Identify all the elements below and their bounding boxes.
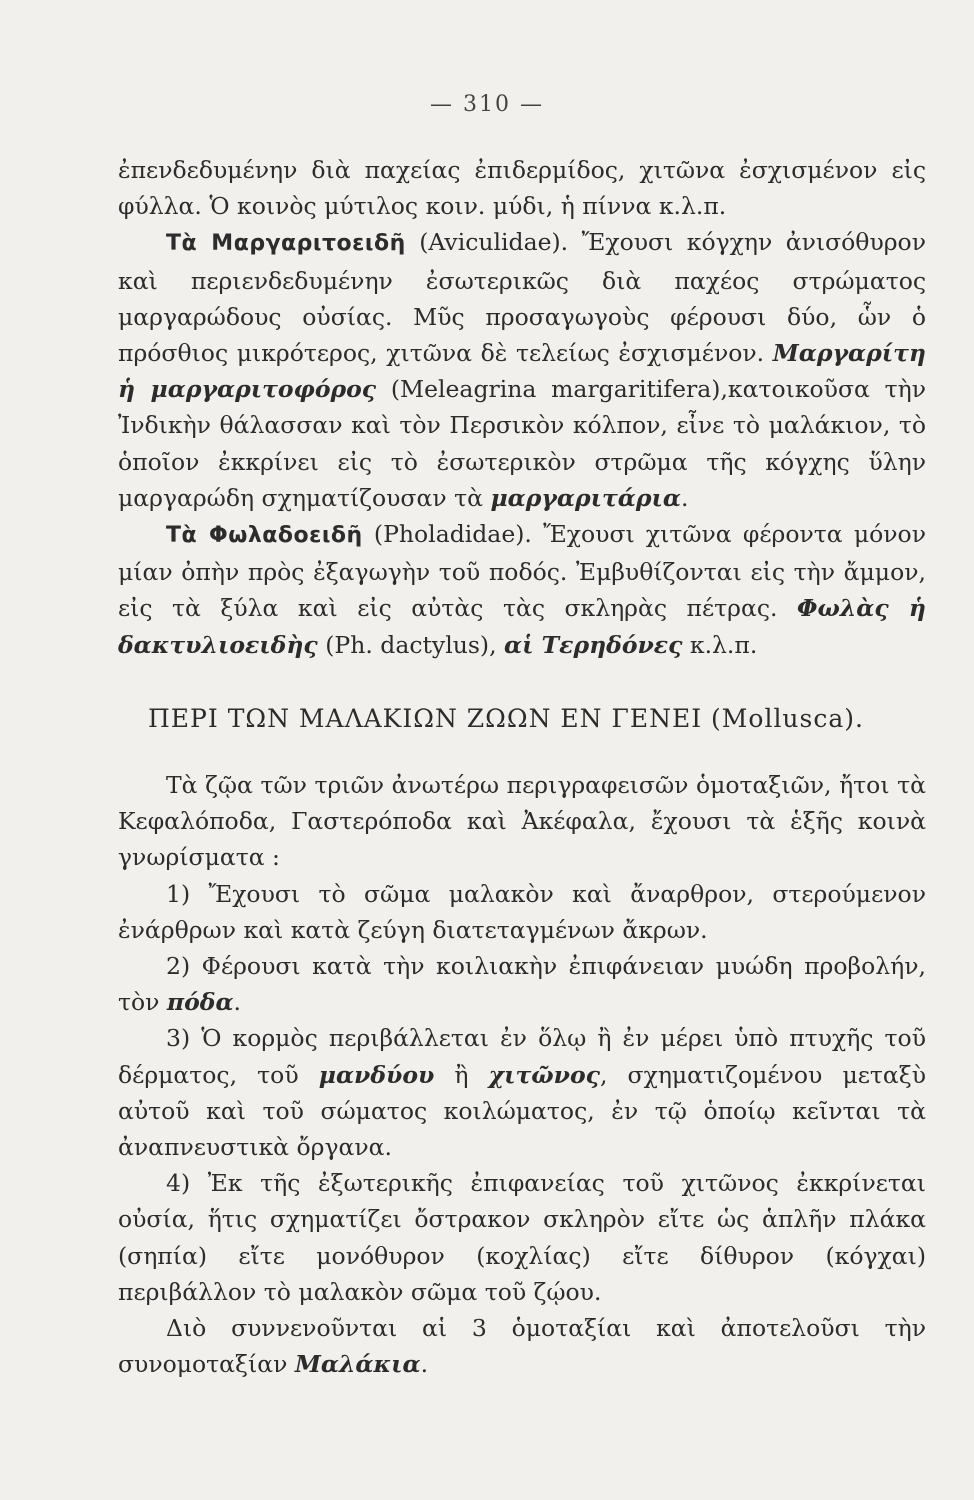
term-tunic: χιτῶνος xyxy=(488,1060,600,1089)
species-name-teredo: αἱ Τερηδόνες xyxy=(504,630,683,659)
term-foot: πόδα xyxy=(166,988,234,1017)
page-number: — 310 — xyxy=(430,92,544,117)
paragraph-mussels: ἐπενδεδυμένην διὰ παχείας ἐπιδερμίδος, χιτῶνα ἐσχισμένον εἰς φύλλα. Ὁ κοινὸς μύτιλος κοιν. μύδι, ἡ πίννα κ.λ.π. xyxy=(118,156,926,221)
page-body xyxy=(118,152,926,1383)
term-pearls: μαργαριτάρια xyxy=(490,483,681,512)
paragraph-pholadidae: Τὰ Φωλαδοειδῆ (Pholadidae). Ἔχουσι χιτῶνα φέροντα μόνον μίαν ὀπὴν πρὸς ἐξαγωγὴν τοῦ ποδός. Ἐμβυθίζονται εἰς τὴν ἄμμον, εἰς τὰ ξύλα καὶ εἰς αὐτὰς τὰς σκληρὰς πέτρας. Φωλὰς ἡ δακτυλιοειδὴς (Ph. dactylus), αἱ Τερηδόνες κ.λ.π. xyxy=(118,520,927,659)
species-name-pholas: Φωλὰς ἡ δακτυλιοειδὴς xyxy=(118,594,927,659)
list-item-2: 2) Φέρουσι κατὰ τὴν κοιλιακὴν ἐπιφάνειαν μυώδη προβολήν, τὸν πόδα. xyxy=(118,952,926,1017)
list-item-1: 1) Ἔχουσι τὸ σῶμα μαλακὸν καὶ ἄναρθρον, στερούμενον ἐνάρθρων καὶ κατὰ ζεύγη διατεταγμένων ἄκρων. xyxy=(118,879,926,944)
term-mantle: μανδύου xyxy=(318,1060,435,1089)
list-item-3: 3) Ὁ κορμὸς περιβάλλεται ἐν ὅλῳ ἢ ἐν μέρει ὑπὸ πτυχῆς τοῦ δέρματος, τοῦ μανδύου ἢ χιτῶνος, σχηματιζομένου μεταξὺ αὐτοῦ καὶ τοῦ σώματος κοιλώματος, ἐν τῷ ὁποίῳ κεῖνται τὰ ἀναπνευστικὰ ὄργανα. xyxy=(118,1024,926,1162)
term-mollusca: Μαλάκια xyxy=(294,1350,421,1379)
paragraph-intro: Τὰ ζῷα τῶν τριῶν ἀνωτέρω περιγραφεισῶν ὁμοταξιῶν, ἤτοι τὰ Κεφαλόποδα, Γαστερόποδα καὶ Ἀκέφαλα, ἔχουσι τὰ ἑξῆς κοινὰ γνωρίσματα : xyxy=(118,771,926,872)
paragraph-aviculidae: Τὰ Μαργαριτοειδῆ (Aviculidae). Ἔχουσι κόγχην ἀνισόθυρον καὶ περιενδεδυμένην ἐσωτερικῶς διὰ παχέος στρώματος μαργαρώδους οὐσίας. Μῦς προσαγωγοὺς φέρουσι δύο, ὧν ὁ πρόσθιος μικρότερος, χιτῶνα δὲ τελείως ἐσχισμένον. Μαργαρίτη ἡ μαργαριτοφόρος (Meleagrina margaritifera),κατοικοῦσα τὴν Ἰνδικὴν θάλασσαν καὶ τὸν Περσικὸν κόλπον, εἶνε τὸ μαλάκιον, τὸ ὁποῖον ἐκκρίνει εἰς τὸ ἐσωτερικὸν στρῶμα τῆς κόγχης ὕλην μαργαρώδη σχηματίζουσαν τὰ μαργαριτάρια. xyxy=(118,228,927,512)
family-name-pholadidae: Τὰ Φωλαδοειδῆ xyxy=(166,523,363,549)
family-name-aviculidae: Τὰ Μαργαριτοειδῆ xyxy=(166,231,406,257)
section-heading: ΠΕΡΙ ΤΩΝ ΜΑΛΑΚΙΩΝ ΖΩΩΝ ΕΝ ΓΕΝΕΙ (Mollusca). xyxy=(148,703,864,733)
list-item-4: 4) Ἐκ τῆς ἐξωτερικῆς ἐπιφανείας τοῦ χιτῶνος ἐκκρίνεται οὐσία, ἥτις σχηματίζει ὄστρακον σκληρὸν εἴτε ὡς ἁπλῆν πλάκα (σηπία) εἴτε μονόθυρον (κοχλίας) εἴτε δίθυρον (κόγχαι) περιβάλλον τὸ μαλακὸν σῶμα τοῦ ζῴου. xyxy=(118,1169,926,1306)
paragraph-closing: Διὸ συννενοῦνται αἱ 3 ὁμοταξίαι καὶ ἀποτελοῦσι τὴν συνομοταξίαν Μαλάκια. xyxy=(118,1314,926,1379)
species-name-pearl-oyster: Μαργαρίτη ἡ μαργαριτοφόρος xyxy=(118,339,926,404)
